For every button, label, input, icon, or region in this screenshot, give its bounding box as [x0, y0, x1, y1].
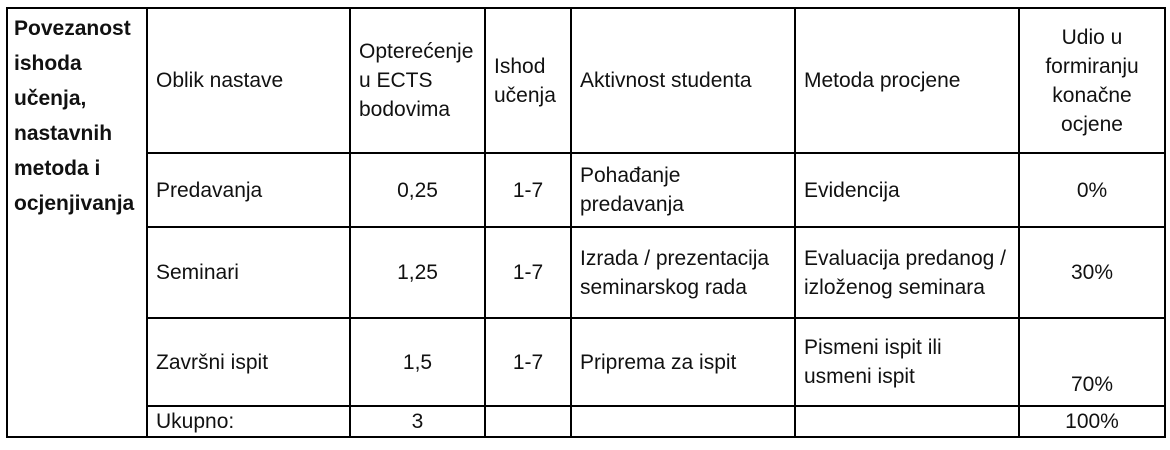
- cell-ishod: 1-7: [485, 227, 571, 318]
- cell-metoda: Evidencija: [795, 153, 1019, 227]
- empty-cell: [571, 406, 795, 437]
- cell-ects: 1,25: [350, 227, 485, 318]
- cell-udio: 0%: [1019, 153, 1165, 227]
- header-ishod: Ishod učenja: [485, 8, 571, 153]
- header-row: [7, 8, 1165, 153]
- cell-metoda: Evaluacija predanog / izloženog seminara: [795, 227, 1019, 318]
- header-udio: Udio u formiranju konačne ocjene: [1019, 8, 1165, 153]
- table-row: [7, 153, 1165, 227]
- cell-udio: 70%: [1019, 318, 1165, 406]
- outcome-assessment-table: [6, 7, 1166, 438]
- empty-cell: [485, 406, 571, 437]
- cell-ects: 1,5: [350, 318, 485, 406]
- empty-cell: [795, 406, 1019, 437]
- table-row: [7, 318, 1165, 406]
- cell-aktivnost: Priprema za ispit: [571, 318, 795, 406]
- cell-ishod: 1-7: [485, 318, 571, 406]
- header-aktivnost: Aktivnost studenta: [571, 8, 795, 153]
- header-ects: Opterećenje u ECTS bodovima: [350, 8, 485, 153]
- cell-aktivnost: Pohađanje predavanja: [571, 153, 795, 227]
- cell-oblik: Završni ispit: [147, 318, 350, 406]
- cell-ects: 0,25: [350, 153, 485, 227]
- total-row: [7, 406, 1165, 437]
- table-row: [7, 227, 1165, 318]
- total-label: Ukupno:: [147, 406, 350, 437]
- header-oblik: Oblik nastave: [147, 8, 350, 153]
- cell-oblik: Seminari: [147, 227, 350, 318]
- cell-ishod: 1-7: [485, 153, 571, 227]
- cell-aktivnost: Izrada / prezentacija seminarskog rada: [571, 227, 795, 318]
- header-metoda: Metoda procjene: [795, 8, 1019, 153]
- total-ects: 3: [350, 406, 485, 437]
- section-label: Povezanost ishoda učenja, nastavnih metoda i ocjenjivanja: [7, 8, 147, 437]
- cell-metoda: Pismeni ispit ili usmeni ispit: [795, 318, 1019, 406]
- cell-oblik: Predavanja: [147, 153, 350, 227]
- cell-udio: 30%: [1019, 227, 1165, 318]
- total-udio: 100%: [1019, 406, 1165, 437]
